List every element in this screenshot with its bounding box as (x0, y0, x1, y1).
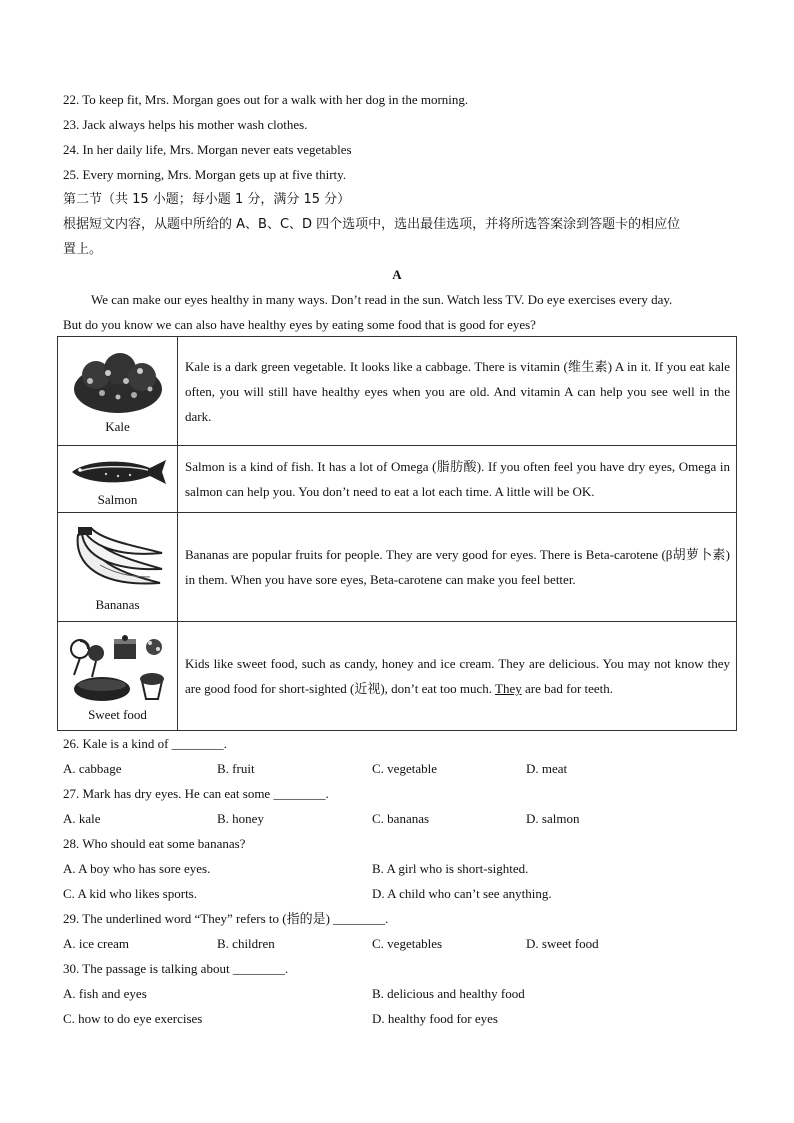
food-row-kale (58, 337, 737, 446)
option-b[interactable]: B. children (217, 936, 275, 951)
option-c[interactable]: C. how to do eye exercises (63, 1011, 203, 1026)
option-d[interactable]: D. sweet food (526, 936, 599, 951)
option-c[interactable]: C. A kid who likes sports. (63, 886, 197, 901)
passage-label: A (392, 267, 402, 282)
statement-24: 24. In her daily life, Mrs. Morgan never eats vegetables (63, 142, 352, 157)
question-30: 30. The passage is talking about ________. (63, 961, 289, 976)
food-picture-cell (58, 622, 178, 731)
salmon-icon (66, 454, 170, 490)
option-c[interactable]: C. bananas (372, 811, 430, 826)
food-table (57, 336, 737, 731)
sweet-food-icon (66, 633, 170, 705)
option-a[interactable]: A. A boy who has sore eyes. (63, 861, 211, 876)
passage-intro-line2: But do you know we can also have healthy eyes by eating some food that is good for eyes? (63, 317, 536, 332)
statement-23: 23. Jack always helps his mother wash clothes. (63, 117, 308, 132)
food-picture-cell (58, 337, 178, 446)
description-text-end: are bad for teeth. (521, 681, 614, 696)
food-name: Kale (105, 419, 130, 434)
question-29: 29. The underlined word “They” refers to (指的是) ________. (63, 911, 389, 926)
bananas-icon (70, 525, 166, 595)
food-description: Salmon is a kind of fish. It has a lot of Omega (脂肪酸). If you often feel you have dry eyes, Omega in salmon can help you. You don’t need to eat a lot each time. A little will be OK. (178, 446, 737, 513)
food-picture-cell (58, 513, 178, 622)
food-description (178, 622, 737, 731)
food-description: Bananas are popular fruits for people. They are very good for eyes. There is Beta-carotene (β胡萝卜素) in them. When you have sore eyes, Beta-carotene can make you feel better. (178, 513, 737, 622)
option-b[interactable]: B. fruit (217, 761, 255, 776)
option-b[interactable]: B. honey (217, 811, 264, 826)
question-28: 28. Who should eat some bananas? (63, 836, 246, 851)
food-description: Kale is a dark green vegetable. It looks like a cabbage. There is vitamin (维生素) A in it. If you eat kale often, you will still have healthy eyes when you are old. And vitamin A can help you see well in the dark. (178, 337, 737, 446)
food-name: Salmon (97, 492, 138, 507)
section-instruction-line2: 置上。 (63, 242, 103, 257)
passage-intro-line1: We can make our eyes healthy in many ways. Don’t read in the sun. Watch less TV. Do eye exercises every day. (91, 292, 673, 307)
option-b[interactable]: B. delicious and healthy food (372, 986, 525, 1001)
option-a[interactable]: A. kale (63, 811, 101, 826)
statement-25: 25. Every morning, Mrs. Morgan gets up at five thirty. (63, 167, 347, 182)
option-b[interactable]: B. A girl who is short-sighted. (372, 861, 529, 876)
food-name: Sweet food (88, 707, 147, 722)
food-row-bananas (58, 513, 737, 622)
food-row-sweet-food (58, 622, 737, 731)
question-27: 27. Mark has dry eyes. He can eat some ________. (63, 786, 329, 801)
option-d[interactable]: D. salmon (526, 811, 580, 826)
section-instruction-line1: 根据短文内容，从题中所给的 A、B、C、D 四个选项中，选出最佳选项，并将所选答案涂到答题卡的相应位 (63, 217, 681, 232)
option-d[interactable]: D. A child who can’t see anything. (372, 886, 552, 901)
question-26: 26. Kale is a kind of ________. (63, 736, 227, 751)
food-picture-cell (58, 446, 178, 513)
option-a[interactable]: A. cabbage (63, 761, 122, 776)
option-c[interactable]: C. vegetables (372, 936, 443, 951)
option-c[interactable]: C. vegetable (372, 761, 437, 776)
description-text: Kids like sweet food, such as candy, honey and ice cream. They are delicious. You may not know they are good food for short-sighted (近视), don’t eat too much. (185, 656, 730, 696)
underlined-word: They (495, 681, 522, 696)
section-title: 第二节（共 15 小题；每小题 1 分，满分 15 分） (63, 192, 351, 207)
statement-22: 22. To keep fit, Mrs. Morgan goes out for a walk with her dog in the morning. (63, 92, 469, 107)
option-a[interactable]: A. fish and eyes (63, 986, 147, 1001)
food-name: Bananas (95, 597, 140, 612)
kale-icon (68, 351, 168, 417)
food-row-salmon (58, 446, 737, 513)
option-d[interactable]: D. meat (526, 761, 568, 776)
option-a[interactable]: A. ice cream (63, 936, 130, 951)
option-d[interactable]: D. healthy food for eyes (372, 1011, 498, 1026)
